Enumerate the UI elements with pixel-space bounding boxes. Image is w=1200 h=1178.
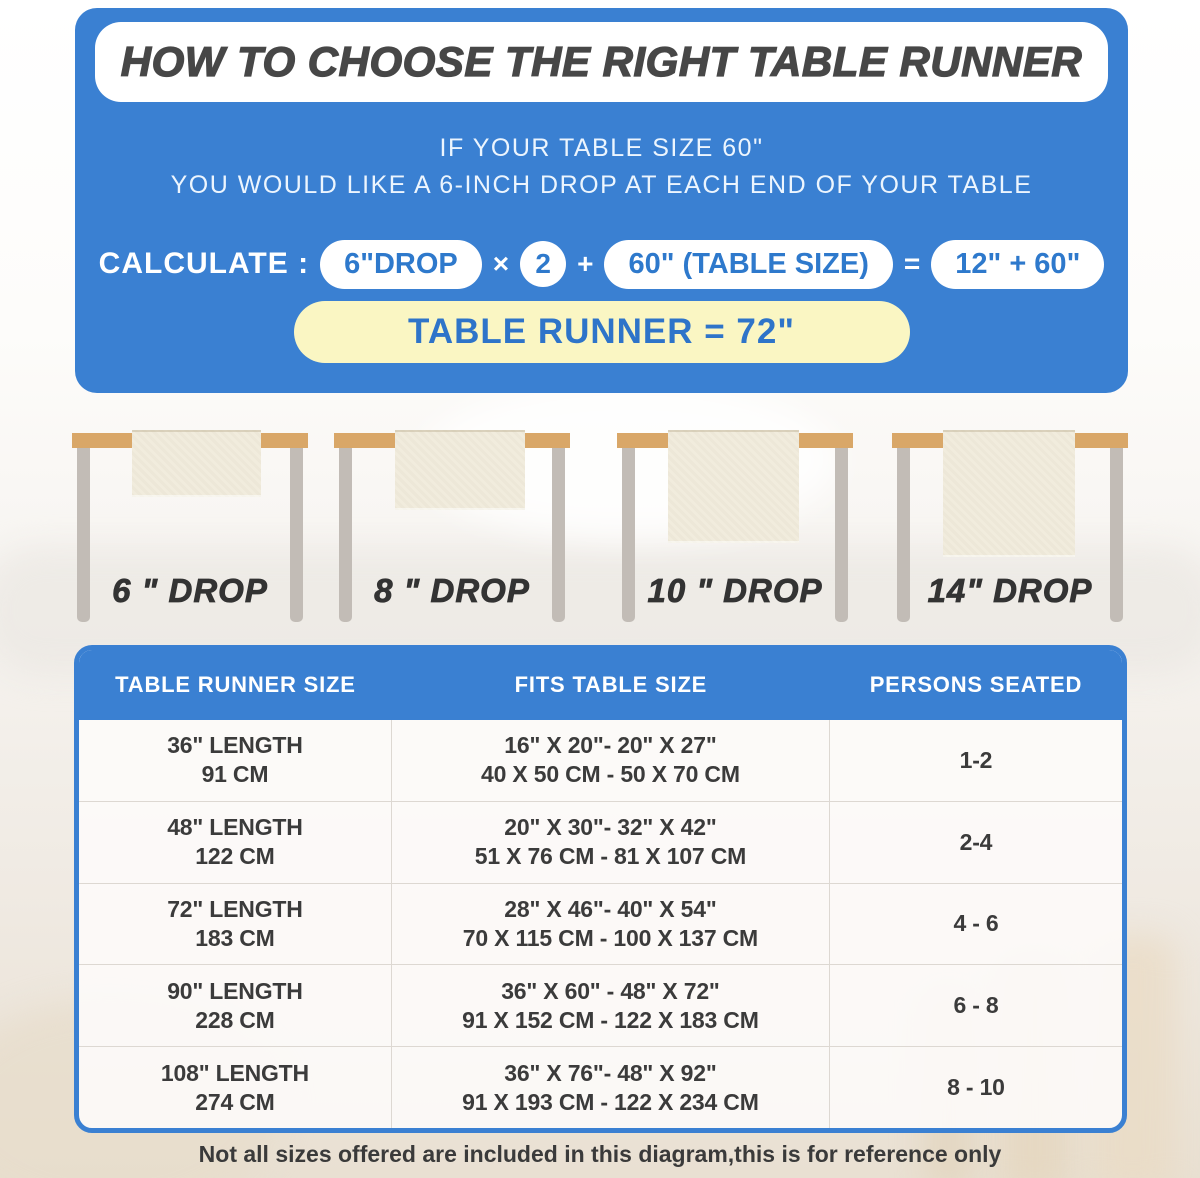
runner-inches: 36" LENGTH (167, 732, 303, 759)
drop-label: 10 " DROP (647, 572, 823, 609)
drop-label: 8 " DROP (374, 572, 530, 609)
page-title: HOW TO CHOOSE THE RIGHT TABLE RUNNER (120, 38, 1083, 85)
header-panel (75, 8, 1128, 393)
runner-size-cell (79, 884, 392, 965)
runner-swatch (395, 430, 525, 510)
fits-inches: 16" X 20"- 20" X 27" (504, 732, 717, 759)
runner-inches: 48" LENGTH (167, 814, 303, 841)
fits-inches: 36" X 76"- 48" X 92" (504, 1059, 717, 1086)
intro-line-2: YOU WOULD LIKE A 6-INCH DROP AT EACH END OF YOUR TABLE (170, 171, 1033, 199)
drop-label: 6 " DROP (112, 572, 268, 609)
runner-cm: 274 CM (195, 1088, 275, 1115)
fits-cm: 91 X 193 CM - 122 X 234 CM (462, 1088, 759, 1115)
header-runner-size: TABLE RUNNER SIZE (115, 672, 356, 697)
table-row (79, 720, 1122, 801)
size-chart-header (79, 650, 1122, 720)
table-figure-14-drop (892, 430, 1128, 626)
intro-line-1: IF YOUR TABLE SIZE 60" (439, 134, 764, 162)
table-size-pill: 60" (TABLE SIZE) (604, 240, 892, 289)
runner-cm: 122 CM (195, 843, 275, 870)
table-figure-6-drop (72, 430, 308, 626)
table-row (79, 964, 1122, 1046)
drop-value-pill: 6"DROP (320, 240, 482, 289)
fits-inches: 20" X 30"- 32" X 42" (504, 814, 717, 841)
plus-operator: + (577, 248, 594, 279)
table-row (79, 1046, 1122, 1128)
runner-size-cell (79, 720, 392, 801)
fits-size-cell (392, 965, 830, 1046)
header-persons-seated: PERSONS SEATED (869, 672, 1083, 697)
persons-count: 1-2 (959, 746, 993, 773)
table-row (79, 801, 1122, 883)
runner-size-cell (79, 965, 392, 1046)
persons-cell (830, 884, 1122, 965)
runner-size-cell (79, 1047, 392, 1128)
table-figure-10-drop (617, 430, 853, 626)
calculate-label: CALCULATE : (98, 247, 310, 280)
equals-operator: = (903, 248, 921, 279)
fits-size-cell (392, 720, 830, 801)
fits-size-cell (392, 802, 830, 883)
result-pill: TABLE RUNNER = 72" (294, 301, 910, 363)
drop-label: 14" DROP (927, 572, 1093, 609)
runner-inches: 72" LENGTH (167, 895, 303, 922)
fits-size-cell (392, 884, 830, 965)
persons-count: 4 - 6 (953, 910, 999, 937)
persons-cell (830, 965, 1122, 1046)
table-row (79, 883, 1122, 965)
persons-count: 6 - 8 (953, 992, 999, 1019)
persons-cell (830, 720, 1122, 801)
size-chart (74, 645, 1127, 1133)
fits-cm: 91 X 152 CM - 122 X 183 CM (462, 1006, 759, 1033)
fits-cm: 51 X 76 CM - 81 X 107 CM (474, 843, 747, 870)
runner-swatch (943, 430, 1075, 557)
calculation-row (75, 239, 1128, 289)
runner-swatch (132, 430, 261, 497)
size-chart-body (79, 720, 1122, 1128)
fits-inches: 36" X 60" - 48" X 72" (501, 977, 720, 1004)
table-figure-8-drop (334, 430, 570, 626)
multiply-operator: × (492, 248, 510, 279)
header-fits-table-size: FITS TABLE SIZE (514, 672, 708, 697)
runner-inches: 108" LENGTH (160, 1059, 309, 1086)
multiplier-badge: 2 (520, 241, 566, 287)
fits-inches: 28" X 46"- 40" X 54" (504, 895, 717, 922)
persons-count: 2-4 (959, 828, 993, 855)
runner-cm: 183 CM (195, 924, 275, 951)
runner-size-cell (79, 802, 392, 883)
persons-cell (830, 1047, 1122, 1128)
sum-pill: 12" + 60" (931, 240, 1104, 289)
footnote: Not all sizes offered are included in this diagram,this is for reference only (198, 1141, 1002, 1167)
fits-size-cell (392, 1047, 830, 1128)
runner-inches: 90" LENGTH (167, 977, 303, 1004)
persons-count: 8 - 10 (947, 1074, 1005, 1101)
title-banner (95, 22, 1108, 102)
runner-cm: 228 CM (195, 1006, 275, 1033)
persons-cell (830, 802, 1122, 883)
runner-swatch (668, 430, 799, 543)
fits-cm: 70 X 115 CM - 100 X 137 CM (462, 924, 759, 951)
runner-cm: 91 CM (201, 761, 269, 788)
fits-cm: 40 X 50 CM - 50 X 70 CM (481, 761, 740, 788)
